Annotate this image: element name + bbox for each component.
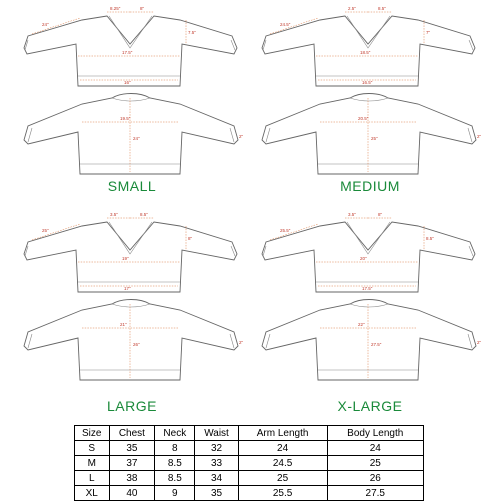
size-diagram-2 xyxy=(12,210,252,414)
front-view xyxy=(24,6,237,86)
cell-neck: 8.5 xyxy=(155,456,195,471)
cell-waist: 32 xyxy=(195,441,238,456)
cell-chest: 37 xyxy=(109,456,155,471)
front-view xyxy=(262,6,475,86)
neck-left-measure: 8.25" xyxy=(110,6,121,11)
back-shirt-outline xyxy=(24,300,238,381)
table-row xyxy=(75,441,424,456)
cuff-measure: 2" xyxy=(477,134,482,139)
neck-left-measure: 3.5" xyxy=(348,212,356,217)
sleeve-measure: 7" xyxy=(426,30,431,35)
shirt-diagrams xyxy=(12,4,252,174)
back-shirt-outline xyxy=(262,300,476,381)
cell-waist: 35 xyxy=(195,486,238,501)
back-length-measure: 27.5" xyxy=(371,342,382,347)
back-shirt-outline xyxy=(24,94,238,175)
cell-body-length: 24 xyxy=(327,441,423,456)
cell-body-length: 25 xyxy=(327,456,423,471)
back-view xyxy=(24,300,244,381)
cell-size: S xyxy=(75,441,110,456)
cell-size: XL xyxy=(75,486,110,501)
shoulder-measure: 24.5" xyxy=(280,22,291,27)
header-size: Size xyxy=(75,426,110,441)
size-diagram-0 xyxy=(12,4,252,204)
cuff-measure: 2" xyxy=(239,134,244,139)
cuff-measure: 2" xyxy=(239,340,244,345)
size-label: X-LARGE xyxy=(337,398,403,414)
back-length-measure: 24" xyxy=(133,136,140,141)
neck-right-measure: 8" xyxy=(378,212,383,217)
chest-measure: 17.5" xyxy=(122,50,133,55)
size-diagram-3 xyxy=(250,210,490,414)
front-view xyxy=(24,212,237,292)
chest-measure: 20" xyxy=(360,256,367,261)
front-shirt-outline xyxy=(262,222,475,292)
chest-measure: 18.5" xyxy=(360,50,371,55)
cell-chest: 38 xyxy=(109,471,155,486)
cell-chest: 40 xyxy=(109,486,155,501)
shirt-diagrams xyxy=(250,4,490,174)
cell-neck: 8 xyxy=(155,441,195,456)
size-label: SMALL xyxy=(107,178,157,194)
header-neck: Neck xyxy=(155,426,195,441)
back-view xyxy=(24,94,244,175)
front-shirt-outline xyxy=(24,222,237,292)
cuff-measure: 2" xyxy=(477,340,482,345)
cell-waist: 34 xyxy=(195,471,238,486)
sleeve-measure: 8" xyxy=(188,236,193,241)
shoulder-measure: 25.5" xyxy=(280,228,291,233)
chest-measure: 19" xyxy=(122,256,129,261)
table-row xyxy=(75,486,424,501)
back-chest-measure: 19.5" xyxy=(120,116,131,121)
table-row xyxy=(75,471,424,486)
cell-chest: 35 xyxy=(109,441,155,456)
header-chest: Chest xyxy=(109,426,155,441)
back-length-measure: 26" xyxy=(133,342,140,347)
front-view xyxy=(262,212,475,292)
size-label: MEDIUM xyxy=(340,178,400,194)
hem-measure: 17.5" xyxy=(362,286,373,291)
cell-size: L xyxy=(75,471,110,486)
cell-arm-length: 25.5 xyxy=(238,486,327,501)
back-shirt-outline xyxy=(262,94,476,175)
cell-arm-length: 24.5 xyxy=(238,456,327,471)
cell-waist: 33 xyxy=(195,456,238,471)
back-chest-measure: 22" xyxy=(358,322,365,327)
header-waist: Waist xyxy=(195,426,238,441)
table-row xyxy=(75,456,424,471)
sleeve-measure: 7.5" xyxy=(188,30,196,35)
neck-right-measure: 8.5" xyxy=(140,212,148,217)
neck-left-measure: 2.5" xyxy=(348,6,356,11)
table-header-row xyxy=(75,426,424,441)
neck-right-measure: 8.5" xyxy=(378,6,386,11)
size-diagram-1 xyxy=(250,4,490,204)
cell-size: M xyxy=(75,456,110,471)
header-arm-length: Arm Length xyxy=(238,426,327,441)
cell-body-length: 26 xyxy=(327,471,423,486)
size-chart-table xyxy=(74,425,424,501)
cell-neck: 9 xyxy=(155,486,195,501)
shoulder-measure: 25" xyxy=(42,228,49,233)
shirt-diagrams xyxy=(12,210,252,380)
cell-body-length: 27.5 xyxy=(327,486,423,501)
size-label: LARGE xyxy=(107,398,157,414)
hem-measure: 17" xyxy=(124,286,131,291)
shirt-diagrams xyxy=(250,210,490,380)
back-chest-measure: 21" xyxy=(120,322,127,327)
neck-right-measure: 8" xyxy=(140,6,145,11)
back-view xyxy=(262,94,482,175)
shoulder-measure: 24" xyxy=(42,22,49,27)
header-body-length: Body Length xyxy=(327,426,423,441)
cell-arm-length: 25 xyxy=(238,471,327,486)
back-length-measure: 25" xyxy=(371,136,378,141)
cell-arm-length: 24 xyxy=(238,441,327,456)
hem-measure: 16.5" xyxy=(362,80,373,85)
back-view xyxy=(262,300,482,381)
sleeve-measure: 8.5" xyxy=(426,236,434,241)
back-chest-measure: 20.5" xyxy=(358,116,369,121)
hem-measure: 16" xyxy=(124,80,131,85)
neck-left-measure: 3.5" xyxy=(110,212,118,217)
cell-neck: 8.5 xyxy=(155,471,195,486)
